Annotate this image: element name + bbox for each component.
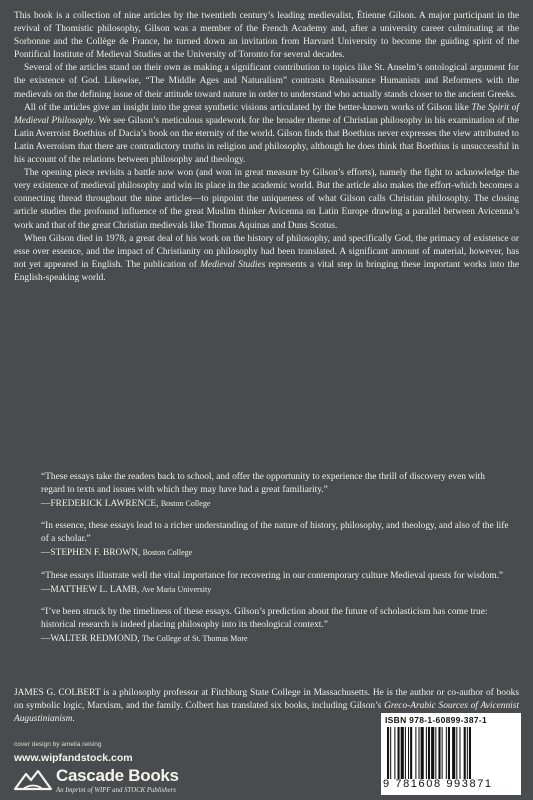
barcode-stripe [431,727,434,779]
barcode-stripe [387,727,389,779]
endorsement-affiliation: Boston College [160,499,211,509]
barcode-digits: 9 781608 993871 [383,778,493,790]
description-paragraph-5 [14,233,519,285]
barcode-stripe [419,727,420,779]
publisher-logo [14,768,244,798]
endorsement-text: “In essence, these essays lead to a richer understanding of the nature of history, philosophy, and theology, and also of the life of a scholar.” [41,521,509,545]
endorsements [41,471,511,655]
desc-p3-text-a: All of the articles give an insight into the great synthetic visions articulated by the better-known works of Gilson like [24,102,472,113]
description-paragraph-1: This book is a collection of nine articles by the twentieth century’s leading medievalist, Étienne Gilson. A major participant in the revival of Thomistic philosophy, Gilson was a member of the French Academy and, after a university career culminating at the Sorbonne and the Collège de France, he turned down an invitation from Harvard University to become the guiding spirit of the Pontifical Institute of Medieval Studies at the University of Toronto for several decades. [14,11,519,61]
barcode-stripe [401,727,404,779]
description-paragraph-2: Several of the articles stand on their own as making a significant contribution to topics like St. Anselm’s ontological argument for the existence of God. Likewise, “The Middle Ages and Naturalism” contrasts Renaissance Humanists and Reformers with the medievals on the defining issue of their attitude toward nature in order to understand who actually stands closer to the ancient Greeks. [14,63,519,100]
endorsement-3 [41,570,511,597]
publisher-website[interactable]: www.wipfandstock.com [14,752,133,764]
endorsement-affiliation: The College of St. Thomas More [141,633,248,643]
barcode-stripe [390,727,391,779]
endorsement-2 [41,520,511,560]
isbn-number: ISBN 978-1-60899-387-1 [385,715,488,725]
bio-text-b: . [72,714,75,725]
description-paragraph-4: The opening piece revisits a battle now won (and won in great measure by Gilson’s efforts), namely the fight to acknowledge the very existence of medieval philosophy and win its place in the academic world. But the article also makes the effort-which becomes a connecting thread throughout the nine articles—to pinpoint the uniqueness of what Gilson calls Christian philosophy. The closing article studies the profound influence of the great Muslim thinker Avicenna on Latin Europe drawing a parallel between Avicenna’s work and that of the great Christian medievals like Thomas Aquinas and Duns Scotus. [14,168,519,231]
desc-p5-text-a: When Gilson died in 1978, a great deal of his work on the history of philosophy, and specifically God, the primacy of existence or esse over essence, and the impact of Christianity on philosophy had been translated. A significant amount of material, however, has not yet appeared in English. The publication of [14,233,519,270]
barcode-stripe [435,727,436,779]
cover-design-credit: cover design by amelia reising [14,741,102,748]
barcode-stripe [464,727,466,779]
barcode-stripe [452,727,455,779]
barcode-stripe [410,727,412,779]
description-paragraph-3 [14,102,519,167]
endorsement-affiliation: Boston College [142,548,193,558]
barcode-stripe [415,727,416,779]
endorsement-text: “These essays illustrate well the vital importance for recovering in our contemporary culture Medieval quests for wisdom.” [41,570,504,581]
endorsement-attribution [41,583,511,597]
barcode-stripe [459,727,460,779]
barcode-stripe [398,727,400,779]
barcode-stripe [428,727,430,779]
endorsement-author: —FREDERICK LAWRENCE, [41,499,159,510]
endorsement-text: “These essays take the readers back to school, and offer the opportunity to experience the thrill of discovery even with regard to texts and issues with which they may have had a great familiarity.” [41,472,485,496]
endorsement-attribution [41,632,511,646]
endorsement-author: —STEPHEN F. BROWN, [41,548,141,559]
barcode-stripe [446,727,447,779]
barcode-stripe [405,727,406,779]
book-description [14,10,519,285]
endorsement-author: —MATTHEW L. LAMB, [41,584,140,595]
desc-p5-text-b: represents a vital step in bringing these important works into the English-speaking world. [14,259,519,283]
desc-p3-text-b: . We see Gilson’s meticulous spadework for the broader theme of Christian philosophy in his examination of the Latin Averroist Boethius of Dacia’s book on the eternity of the world. Gilson finds that Boethius never expresses the view attributed to Latin Averroism that there are contradictory truths in religion and philosophy, although he does think that Boethius is unsuccessful in his account of the relations between philosophy and theology. [14,115,519,166]
barcode-stripe [467,727,468,779]
endorsement-attribution [41,497,511,511]
endorsement-affiliation: Ave Maria University [141,584,212,594]
endorsement-1 [41,471,511,511]
barcode-stripe [426,727,427,779]
bio-book-title: Greco-Arabic Sources of Avicennist Augustinianism [14,701,519,725]
barcode-bars [387,727,515,779]
isbn-barcode [381,713,521,795]
endorsement-text: “I’ve been struck by the timeliness of these essays. Gilson’s prediction about the future of scholasticism has come true: historical research is indeed placing philosophy into its theological context.” [41,606,488,630]
publisher-name: Cascade Books [56,766,179,785]
barcode-stripe [448,727,450,779]
publisher-tagline: An Imprint of WIPF and STOCK Publishers [56,787,176,794]
barcode-stripe [421,727,424,779]
barcode-stripe [394,727,395,779]
mountain-icon [14,768,52,792]
endorsement-4 [41,606,511,646]
bio-text-a: JAMES G. COLBERT is a philosophy professor at Fitchburg State College in Massachusetts. He is the author or co-author of books on symbolic logic, Marxism, and the family. Colbert has translated six books, including Gilson’s [14,688,519,712]
barcode-stripe [469,727,471,779]
barcode-stripe [438,727,440,779]
endorsement-author: —WALTER REDMOND, [41,633,140,644]
barcode-stripe [456,727,457,779]
barcode-stripe [408,727,409,779]
barcode-stripe [442,727,443,779]
book-title-medieval-studies: Medieval Studies [200,259,266,270]
endorsement-attribution [41,546,511,560]
book-title-spirit: The Spirit of Medieval Philosophy [14,102,519,126]
